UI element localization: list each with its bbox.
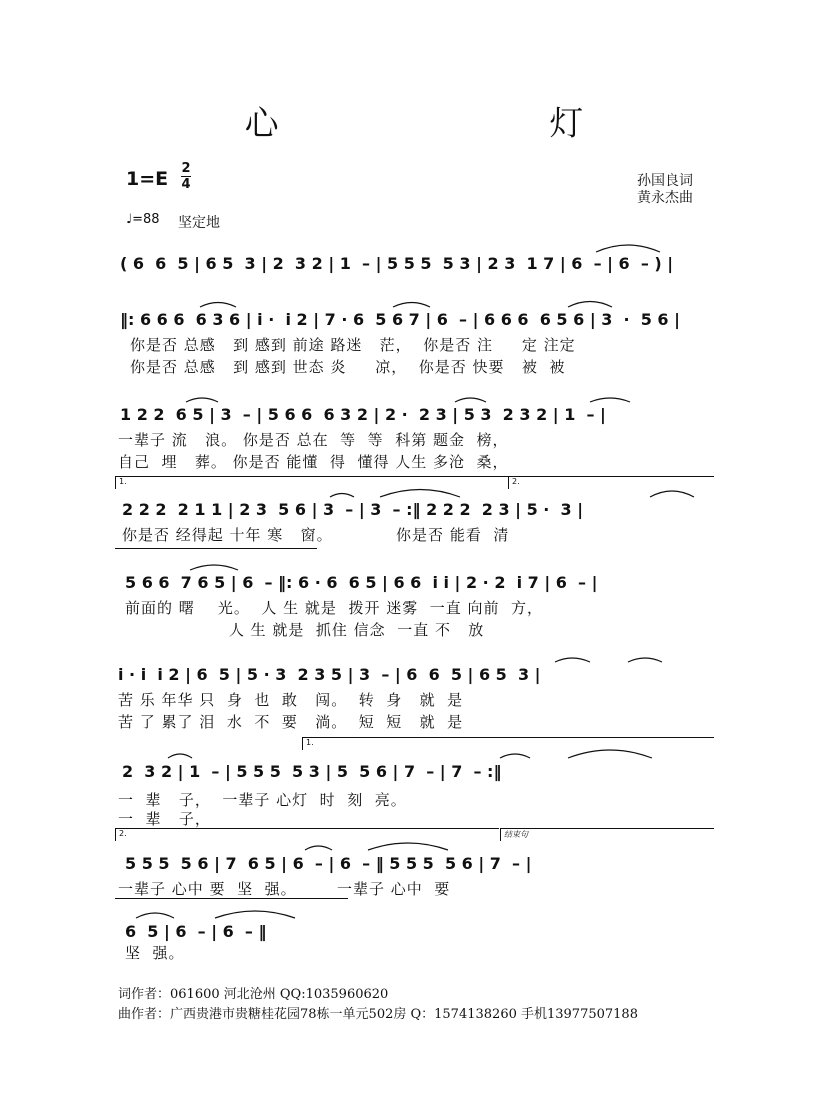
key-signature: 1=E [126,168,169,190]
lyric-verse-1: 你是否 经得起 十年 寒 窗。 你是否 能看 清 [122,526,510,544]
slur-mark [628,658,662,662]
slur-mark [650,491,694,497]
time-top: 2 [181,161,191,176]
staff-row-6 [0,762,828,828]
lyric-verse-2: 自己 埋 葬。 你是否 能懂 得 懂得 人生 多沧 桑， [118,453,509,471]
slur-mark [330,494,354,498]
notation-line: 5 5 5 5 6 | 7 6 5 | 6 – | 6 – ‖ 5 5 5 5 6 | 7 – | [125,854,532,873]
volta-first-ending: 1. [115,476,509,489]
notation-line: 2 3 2 | 1 – | 5 5 5 5 3 | 5 5 6 | 7 – | 7 – :‖ [122,762,502,781]
slur-mark [168,754,192,758]
lyric-verse-2: 人 生 就是 抓住 信念 一直 不 放 [125,621,485,639]
ending-line [115,548,317,549]
slur-mark [368,843,448,850]
page-title: 心 灯 [244,104,714,144]
notation-line: 6 5 | 6 – | 6 – ‖ [125,922,267,941]
lyricist-contact: 词作者：061600 河北沧州 QQ:1035960620 [118,987,389,1002]
lyric-verse-2: 你是否 总感 到 感到 世态 炎 凉， 你是否 快要 被 被 [130,358,566,376]
composer: 黄永杰曲 [637,190,693,206]
staff-row-7 [0,854,828,896]
staff-row-intro [0,254,828,296]
notation-line: i · i i 2 | 6 5 | 5 · 3 2 3 5 | 3 – | 6 6 5 | 6 5 3 | [118,665,541,684]
composer-contact: 曲作者：广西贵港市贵糖桂花园78栋一单元502房 Q：1574138260 手机13977507188 [118,1007,638,1022]
tempo-mark: ♩=88 [126,212,160,227]
slur-mark [596,245,660,252]
notation-line: 5 6 6 7 6 5 | 6 – ‖: 6 · 6 6 5 | 6 6 i i | 2 · 2 i 7 | 6 – | [125,573,598,592]
lyricist: 孙国良词 [637,173,693,189]
time-signature [181,162,191,191]
slur-mark [393,303,430,308]
lyric-verse-1: 一 辈 子， 一辈子 心灯 时 刻 亮。 [118,791,407,809]
slur-mark [590,398,630,402]
slur-mark [186,398,218,402]
lyric-verse-1: 坚 强。 [125,944,185,962]
slur-mark [455,398,486,402]
volta-second-ending: 2. [115,828,499,841]
slur-mark [568,750,652,758]
slur-mark [568,302,612,308]
time-bottom: 4 [181,177,191,192]
slur-mark [305,846,332,850]
staff-row-5 [0,665,828,731]
lyric-verse-2: 苦 了 累了 泪 水 不 要 淌。 短 短 就 是 [118,713,464,731]
staff-row-8 [0,922,828,964]
coda-label: 结束句 [500,828,714,841]
slur-mark [380,490,460,498]
volta-first-ending: 1. [302,737,714,750]
staff-row-4 [0,573,828,639]
notation-line: ( 6 6 5 | 6 5 3 | 2 3 2 | 1 – | 5 5 5 5 3 | 2 3 1 7 | 6 – | 6 – ) | [120,254,674,273]
notation-line: 2 2 2 2 1 1 | 2 3 5 6 | 3 – | 3 – :‖ 2 2 2 2 3 | 5 · 3 | [122,500,584,519]
slur-mark [500,754,530,758]
expression-mark: 坚定地 [178,215,220,231]
ending-line [115,898,348,899]
slur-mark [555,658,590,662]
lyric-verse-1: 苦 乐 年华 只 身 也 敢 闯。 转 身 就 是 [118,691,464,709]
slur-mark [190,565,238,570]
lyric-verse-1: 一辈子 流 浪。 你是否 总在 等 等 科第 题金 榜， [118,431,509,449]
staff-row-1 [0,310,828,376]
slur-mark [215,911,295,918]
notation-line: ‖: 6 6 6 6 3 6 | i · i 2 | 7 · 6 5 6 7 | 6 – | 6 6 6 6 5 6 | 3 · 5 6 | [120,310,680,329]
lyric-verse-1: 一辈子 心中 要 坚 强。 一辈子 心中 要 [118,880,451,898]
slur-mark [136,913,174,918]
staff-row-2 [0,405,828,471]
notation-line: 1 2 2 6 5 | 3 – | 5 6 6 6 3 2 | 2 · 2 3 | 5 3 2 3 2 | 1 – | [120,405,606,424]
lyric-verse-2: 一 辈 子， [118,810,211,828]
slur-mark [200,303,236,308]
lyric-verse-1: 你是否 总感 到 感到 前途 路迷 茫， 你是否 注 定 注定 [130,336,576,354]
lyric-verse-1: 前面的 曙 光。 人 生 就是 拨开 迷雾 一直 向前 方， [125,599,544,617]
staff-row-3 [0,500,828,542]
volta-second-ending: 2. [508,476,714,489]
